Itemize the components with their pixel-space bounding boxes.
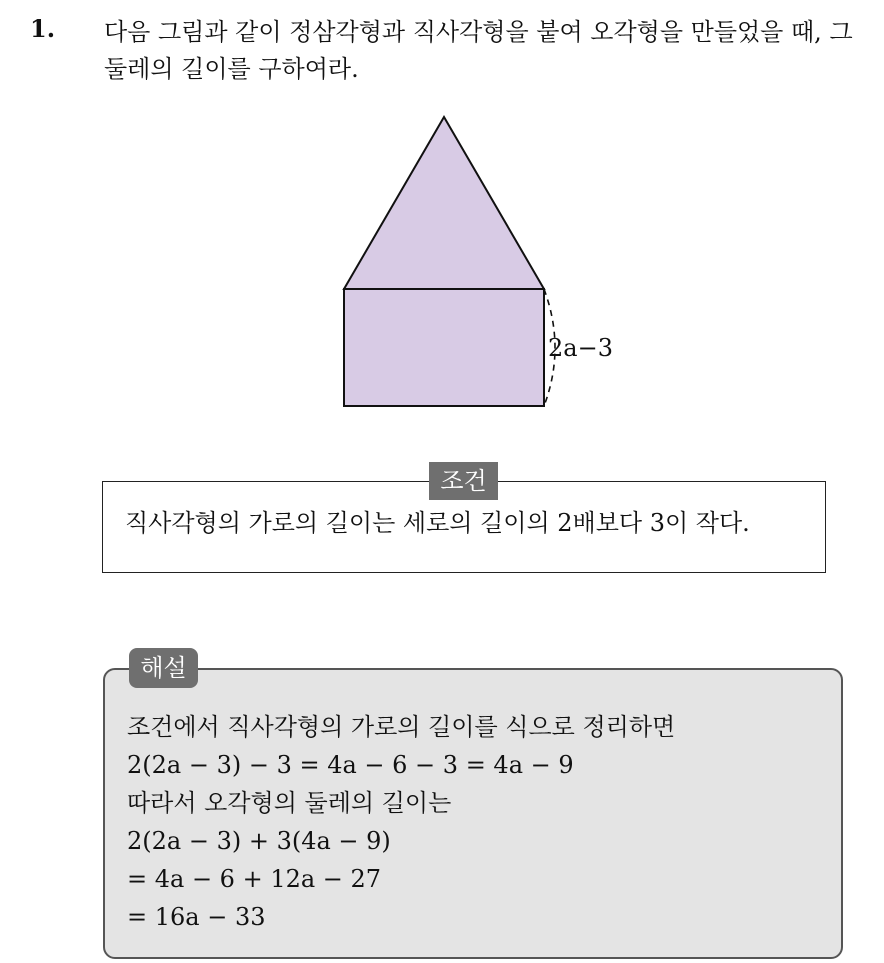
solution-line: 따라서 오각형의 둘레의 길이는 <box>127 789 452 817</box>
solution-box <box>103 668 843 959</box>
solution-line: = 16a − 33 <box>127 903 266 931</box>
question-number: 1. <box>30 14 56 43</box>
side-length-label: 2a−3 <box>548 334 613 362</box>
pentagon-diagram <box>330 108 630 418</box>
solution-line: 조건에서 직사각형의 가로의 길이를 식으로 정리하면 <box>127 713 676 741</box>
rectangle <box>344 289 544 406</box>
solution-tag: 해설 <box>129 648 198 688</box>
question-text: 다음 그림과 같이 정삼각형과 직사각형을 붙여 오각형을 만들었을 때, 그 둘레의 길이를 구하여라. <box>104 18 853 83</box>
solution-lines <box>127 708 675 936</box>
solution-line: 2(2a − 3) + 3(4a − 9) <box>127 827 391 855</box>
equilateral-triangle <box>344 117 544 289</box>
pentagon-figure <box>330 108 630 418</box>
solution-line: = 4a − 6 + 12a − 27 <box>127 865 382 893</box>
condition-tag: 조건 <box>429 462 498 500</box>
solution-line: 2(2a − 3) − 3 = 4a − 6 − 3 = 4a − 9 <box>127 751 574 779</box>
condition-text: 직사각형의 가로의 길이는 세로의 길이의 2배보다 3이 작다. <box>125 509 750 537</box>
